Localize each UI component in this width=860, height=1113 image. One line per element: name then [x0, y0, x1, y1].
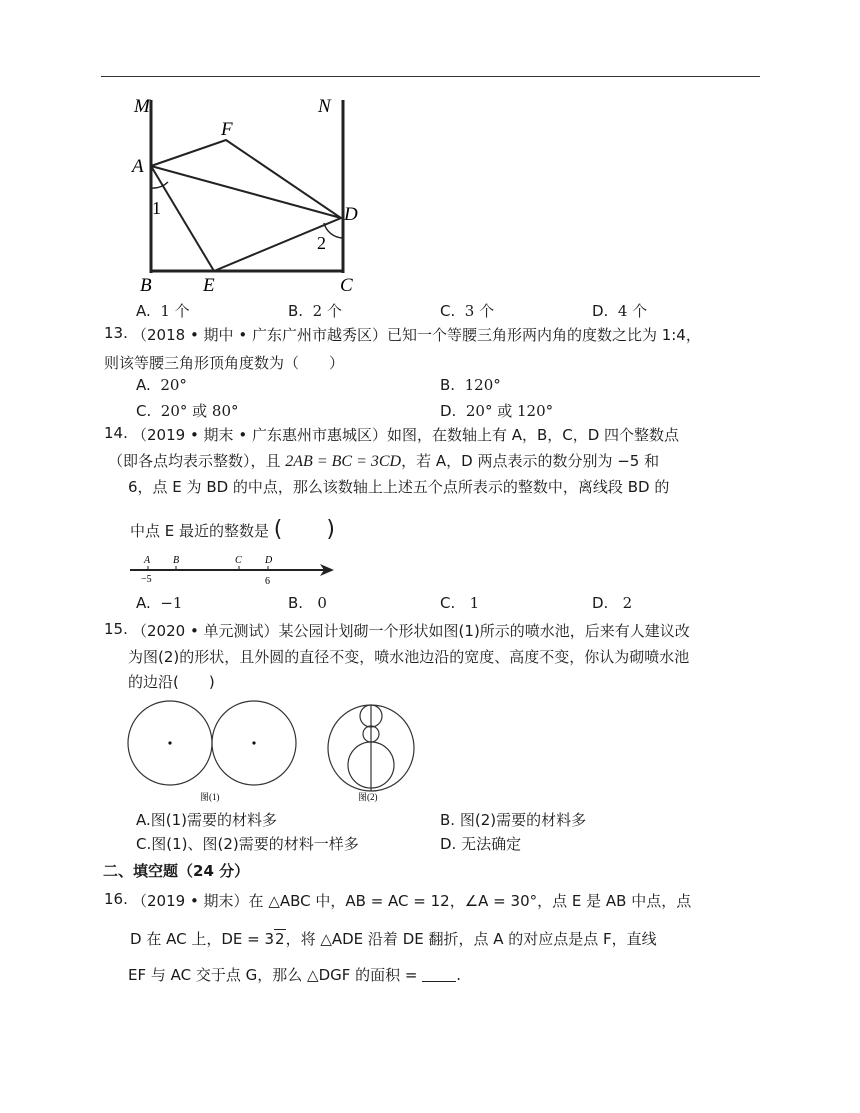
q13-option-c: C. 20° 或 80° — [136, 402, 239, 420]
label-angle-2: 2 — [317, 233, 326, 253]
axis-tick-6: 6 — [265, 576, 270, 586]
axis-label-B: B — [173, 555, 180, 566]
q15-line-3: 的边沿( ) — [128, 673, 215, 691]
q15-option-c: C.图(1)、图(2)需要的材料一样多 — [136, 835, 359, 853]
answer-blank[interactable] — [422, 967, 456, 982]
q12-option-b: B. 2 个 — [288, 302, 342, 320]
q14-line-2: （即各点均表示整数），且 2AB = BC = 3CD，若 A，D 两点表示的数分别为 −5 和 — [108, 452, 660, 470]
header-rule — [101, 76, 760, 77]
label-D: D — [344, 204, 358, 225]
q14-line-4: 中点 E 最近的整数是 ( ) — [130, 517, 335, 542]
q13-option-a: A. 20° — [136, 376, 187, 394]
label-E: E — [203, 275, 215, 292]
label-N: N — [318, 96, 331, 117]
q16-line-2: D 在 AC 上，DE = 32，将 △ADE 沿着 DE 翻折，点 A 的对应点是点 F，直线 — [130, 930, 657, 948]
geometry-figure-q12 — [128, 92, 368, 292]
axis-label-A: A — [144, 555, 151, 566]
caption-fig1: 图(1) — [200, 792, 220, 802]
section-title-fill-in: 二、填空题（24 分） — [103, 862, 250, 880]
label-C: C — [340, 275, 353, 292]
q14-line-1: （2019 • 期末 • 广东惠州市惠城区）如图，在数轴上有 A，B，C，D 四个整数点 — [132, 426, 680, 444]
q14-option-c: C. 1 — [440, 594, 480, 612]
axis-label-C: C — [235, 555, 242, 566]
label-M: M — [134, 96, 150, 117]
fountain-figure — [126, 700, 426, 806]
q14-option-a: A. −1 — [136, 594, 183, 612]
q16-number: 16. — [104, 890, 128, 908]
q12-option-d: D. 4 个 — [592, 302, 648, 320]
q15-number: 15. — [104, 620, 128, 638]
label-B: B — [140, 275, 152, 292]
q14-option-d: D. 2 — [592, 594, 633, 612]
q13-option-d: D. 20° 或 120° — [440, 402, 554, 420]
axis-tick-minus5: −5 — [141, 574, 152, 585]
q14-line-3: 6，点 E 为 BD 的中点，那么该数轴上上述五个点所表示的整数中，离线段 BD 的 — [128, 478, 670, 496]
number-line-figure — [128, 550, 343, 586]
label-angle-1: 1 — [152, 198, 161, 218]
q15-line-1: （2020 • 单元测试）某公园计划砌一个形状如图(1)所示的喷水池，后来有人建议改 — [132, 622, 690, 640]
q13-line-1: （2018 • 期中 • 广东广州市越秀区）已知一个等腰三角形两内角的度数之比为 1:4， — [132, 326, 701, 344]
q16-line-1: （2019 • 期末）在 △ABC 中，AB = AC = 12，∠A = 30°，点 E 是 AB 中点，点 — [132, 892, 692, 910]
q15-option-a: A.图(1)需要的材料多 — [136, 811, 278, 829]
q13-option-b: B. 120° — [440, 376, 501, 394]
label-F: F — [221, 119, 233, 140]
q13-line-2: 则该等腰三角形顶角度数为（ ） — [104, 354, 345, 372]
q15-line-2: 为图(2)的形状，且外圆的直径不变，喷水池边沿的宽度、高度不变，你认为砌喷水池 — [128, 648, 690, 666]
q15-option-b: B. 图(2)需要的材料多 — [440, 811, 587, 829]
label-A: A — [132, 156, 144, 177]
q13-number: 13. — [104, 324, 128, 342]
q14-number: 14. — [104, 424, 128, 442]
caption-fig2: 图(2) — [358, 792, 378, 802]
q16-line-3: EF 与 AC 交于点 G，那么 △DGF 的面积 = . — [128, 966, 462, 984]
q12-option-a: A. 1 个 — [136, 302, 190, 320]
axis-label-D: D — [265, 555, 273, 566]
q12-option-c: C. 3 个 — [440, 302, 495, 320]
q14-option-b: B. 0 — [288, 594, 327, 612]
q15-option-d: D. 无法确定 — [440, 835, 522, 853]
